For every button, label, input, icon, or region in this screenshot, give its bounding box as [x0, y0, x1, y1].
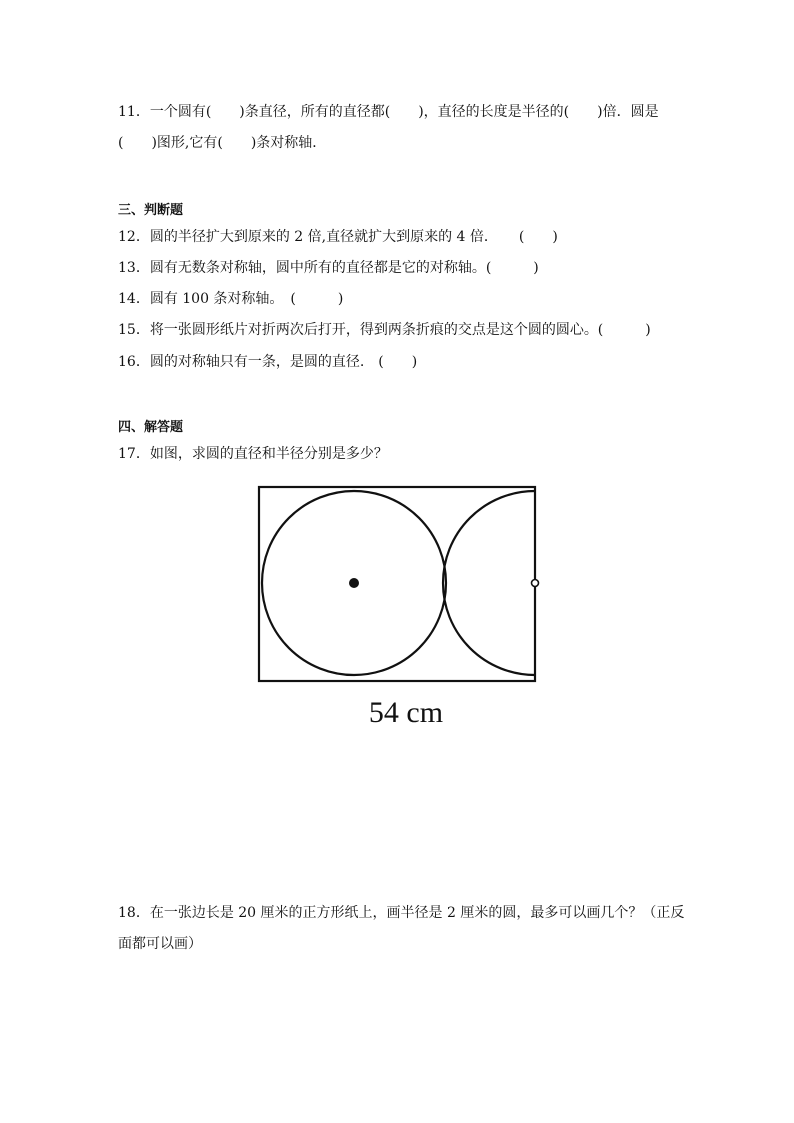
question-12: 12．圆的半径扩大到原来的 2 倍,直径就扩大到原来的 4 倍． ( ): [118, 229, 558, 245]
section-heading-judge: 三、判断题: [118, 203, 184, 218]
center-dot: [349, 578, 359, 588]
question-15: 15．将一张圆形纸片对折两次后打开，得到两条折痕的交点是这个圆的圆心。( ): [118, 322, 651, 338]
question-13: 13．圆有无数条对称轴，圆中所有的直径都是它的对称轴。( ): [118, 260, 539, 276]
circle-rectangle-figure: [250, 478, 550, 738]
question-18-line-1: 18．在一张边长是 20 厘米的正方形纸上，画半径是 2 厘米的圆，最多可以画几个？（正反: [118, 905, 685, 921]
half-circle-center-dot: [532, 580, 539, 587]
question-11-line-1: 11．一个圆有( )条直径，所有的直径都( )，直径的长度是半径的( )倍．圆是: [118, 104, 659, 120]
question-17: 17．如图，求圆的直径和半径分别是多少？: [118, 446, 388, 462]
section-heading-answer: 四、解答题: [118, 420, 184, 435]
question-14: 14．圆有 100 条对称轴。 ( ): [118, 291, 344, 307]
figure-width-label: 54 cm: [368, 696, 444, 729]
outer-rectangle: [259, 487, 535, 681]
question-16: 16．圆的对称轴只有一条，是圆的直径. ( ): [118, 354, 418, 370]
question-11-line-2: ( )图形,它有( )条对称轴．: [118, 135, 327, 151]
question-18-line-2: 面都可以画）: [118, 936, 202, 952]
